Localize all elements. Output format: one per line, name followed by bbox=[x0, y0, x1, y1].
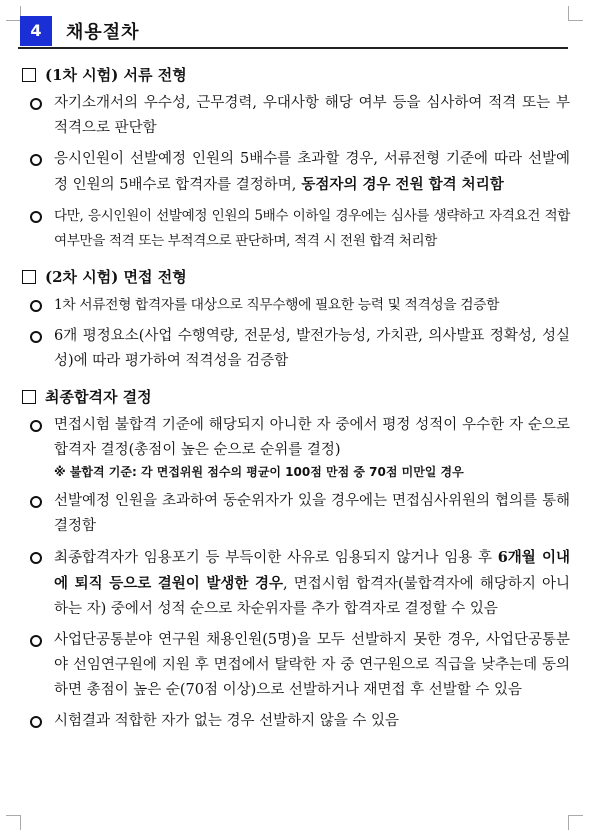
item-bold-text: 6개월 이내에 퇴직 등으로 결원이 발생한 경우 bbox=[54, 549, 570, 592]
item-text: 다만, 응시인원이 선발예정 인원의 5배수 이하일 경우에는 심사를 생략하고 자격요건 적합 여부만을 적격 또는 부적격으로 판단하며, 적격 시 전원 합격 처리함 bbox=[54, 208, 570, 249]
crop-mark-bottom-left bbox=[6, 815, 21, 830]
list-item bbox=[20, 628, 570, 703]
footnote: ※ 불합격 기준: 각 면접위원 점수의 평균이 100점 만점 중 70점 미만일 경우 bbox=[54, 465, 464, 479]
section-title-text: 최종합격자 결정 bbox=[45, 388, 152, 406]
item-text: 면접시험 불합격 기준에 해당되지 아니한 자 중에서 평정 성적이 우수한 자 순으로 합격자 결정(총점이 높은 순으로 순위를 결정) bbox=[54, 417, 570, 458]
document-body bbox=[20, 64, 570, 740]
section-title-text: (2차 시험) 면접 전형 bbox=[45, 268, 187, 286]
circle-bullet-icon bbox=[30, 300, 42, 312]
checkbox-square-icon bbox=[22, 390, 36, 404]
list-item bbox=[20, 413, 570, 483]
list-item bbox=[20, 324, 570, 374]
list-item bbox=[20, 293, 570, 318]
checkbox-square-icon bbox=[22, 68, 36, 82]
list-item bbox=[20, 147, 570, 198]
list-item bbox=[20, 545, 570, 622]
list-item bbox=[20, 91, 570, 141]
item-text: 선발예정 인원을 초과하여 동순위자가 있을 경우에는 면접심사위원의 협의를 통해 결정함 bbox=[54, 493, 570, 534]
section-number-badge: 4 bbox=[20, 16, 52, 46]
list-item bbox=[20, 489, 570, 539]
list-item bbox=[20, 204, 570, 254]
section-title-2 bbox=[20, 266, 570, 287]
crop-mark-bottom-right bbox=[568, 815, 583, 830]
circle-bullet-icon bbox=[30, 211, 42, 223]
circle-bullet-icon bbox=[30, 552, 42, 564]
circle-bullet-icon bbox=[30, 154, 42, 166]
item-text: 응시인원이 선발예정 인원의 5배수를 초과할 경우, 서류전형 기준에 따라 선발예정 인원의 5배수로 합격자를 결정하며, bbox=[54, 151, 570, 193]
item-text: 사업단공통분야 연구원 채용인원(5명)을 모두 선발하지 못한 경우, 사업단공통분야 선임연구원에 지원 후 면접에서 탈락한 자 중 연구원으로 직급을 낮추는데 동의하면 총점이 높은 순(70점 이상)으로 선발하거나 재면접 후 선발할 수 있음 bbox=[54, 632, 570, 698]
section-title-3 bbox=[20, 386, 570, 407]
checkbox-square-icon bbox=[22, 270, 36, 284]
item-bold-text: 동점자의 경우 전원 합격 처리함 bbox=[296, 176, 504, 193]
item-text: 자기소개서의 우수성, 근무경력, 우대사항 해당 여부 등을 심사하여 적격 또는 부적격으로 판단함 bbox=[54, 95, 570, 136]
circle-bullet-icon bbox=[30, 496, 42, 508]
circle-bullet-icon bbox=[30, 98, 42, 110]
section-title-1 bbox=[20, 64, 570, 85]
circle-bullet-icon bbox=[30, 716, 42, 728]
page-title: 채용절차 bbox=[66, 22, 140, 43]
circle-bullet-icon bbox=[30, 635, 42, 647]
item-text: 6개 평정요소(사업 수행역량, 전문성, 발전가능성, 가치관, 의사발표 정확성, 성실성)에 따라 평가하여 적격성을 검증함 bbox=[54, 328, 570, 369]
section-header bbox=[18, 14, 568, 49]
item-text: 최종합격자가 임용포기 등 부득이한 사유로 임용되지 않거나 임용 후 bbox=[54, 550, 498, 566]
item-text: 1차 서류전형 합격자를 대상으로 직무수행에 필요한 능력 및 적격성을 검증함 bbox=[54, 297, 500, 313]
item-text: , 면접시험 합격자(불합격자에 해당하지 아니하는 자) 중에서 성적 순으로 차순위자를 추가 합격자로 결정할 수 있음 bbox=[54, 576, 571, 617]
item-text: 시험결과 적합한 자가 없는 경우 선발하지 않을 수 있음 bbox=[54, 713, 400, 729]
section-title-text: (1차 시험) 서류 전형 bbox=[45, 66, 187, 84]
circle-bullet-icon bbox=[30, 420, 42, 432]
circle-bullet-icon bbox=[30, 331, 42, 343]
list-item bbox=[20, 709, 570, 734]
crop-mark-top-right bbox=[568, 6, 583, 21]
